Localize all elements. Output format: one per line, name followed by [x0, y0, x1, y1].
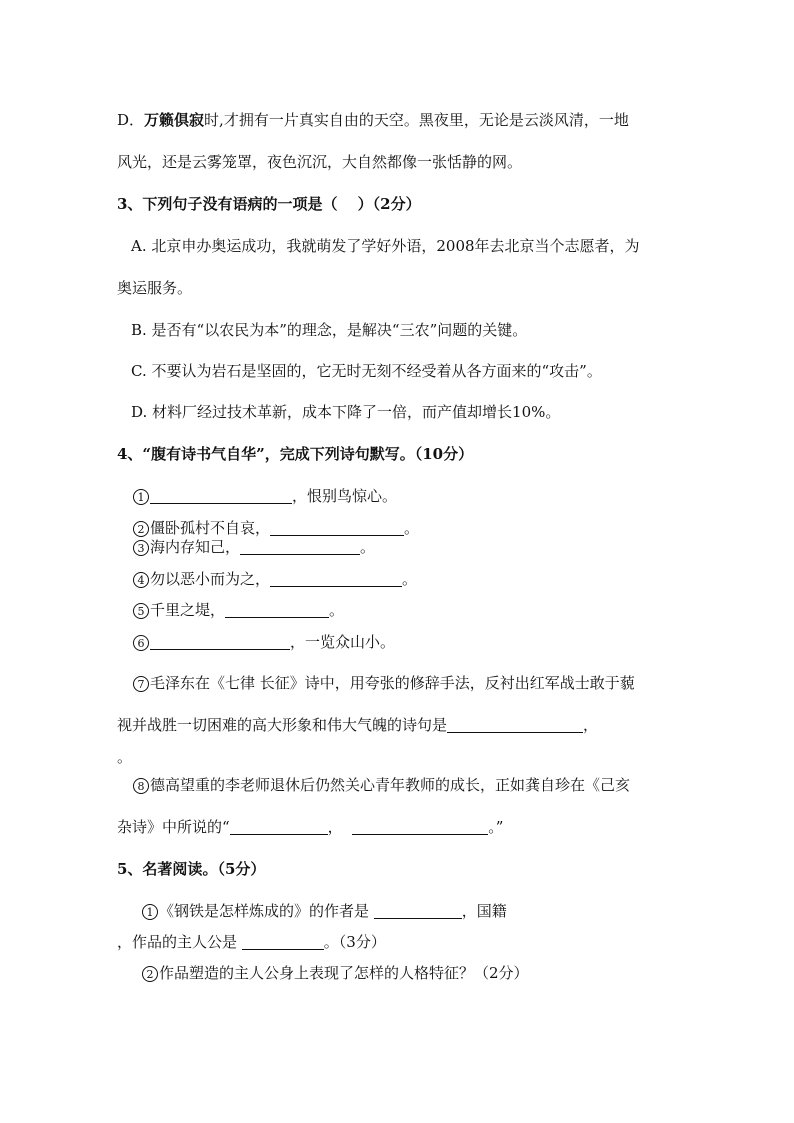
q4-item-1: 1 ，恨别鸟惊心。	[133, 486, 397, 506]
q4-item-8-line1: 8 德高望重的李老师退休后仍然关心青年教师的成长，正如龚自珍在《己亥	[133, 775, 630, 795]
q4-item-3: 3 海内存知己， 。	[133, 537, 375, 557]
q5-title: 5、名著阅读。（5分）	[117, 860, 266, 878]
blank-5[interactable]	[225, 601, 329, 618]
q4-item-2: 2 僵卧孤村不自哀， 。	[133, 518, 419, 538]
circle-number-3: 3	[133, 540, 149, 556]
circle-number-7: 7	[133, 676, 149, 692]
q4-item-4: 4 勿以恶小而为之， 。	[133, 569, 417, 589]
q4-title: 4、“腹有诗书气自华”，完成下列诗句默写。（10分）	[117, 445, 474, 463]
q4-item-5: 5 千里之堤， 。	[133, 600, 344, 620]
q3-option-b: B. 是否有“以农民为本”的理念，是解决“三农”问题的关键。	[131, 321, 528, 339]
option-d-bold: 万籁俱寂	[144, 111, 205, 129]
blank-4[interactable]	[270, 570, 402, 587]
circle-number-4: 4	[133, 572, 149, 588]
q3-option-d: D. 材料厂经过技术革新，成本下降了一倍，而产值却增长10%。	[131, 403, 561, 421]
blank-2[interactable]	[270, 519, 404, 536]
q3-option-c: C. 不要认为岩石是坚固的，它无时无刻不经受着从各方面来的“攻击”。	[131, 362, 602, 380]
circle-number-5: 5	[133, 603, 149, 619]
q5-item-1-line2: ，作品的主人公是 。（3分）	[117, 933, 386, 951]
q4-item-6: 6 ，一览众山小。	[133, 632, 395, 652]
blank-author[interactable]	[374, 902, 462, 919]
q4-item-7-line3: 。	[117, 748, 133, 766]
blank-3[interactable]	[240, 538, 360, 555]
option-d-line2: 风光，还是云雾笼罩，夜色沉沉，大自然都像一张恬静的网。	[117, 153, 523, 171]
q5-item-2: 2 作品塑造的主人公身上表现了怎样的人格特征？（2分）	[142, 963, 529, 983]
blank-6[interactable]	[150, 633, 290, 650]
blank-7[interactable]	[447, 716, 583, 733]
q4-item-8-line2: 杂诗》中所说的“ ， 。”	[117, 818, 504, 836]
circle-number-8: 8	[133, 778, 149, 794]
circle-number-2: 2	[142, 966, 158, 982]
q5-item-1-line1: 1 《钢铁是怎样炼成的》的作者是 ，国籍	[142, 901, 507, 921]
circle-number-1: 1	[142, 904, 158, 920]
circle-number-2: 2	[133, 521, 149, 537]
option-d-label: D．	[117, 111, 145, 129]
blank-1[interactable]	[150, 487, 292, 504]
q3-title: 3、下列句子没有语病的一项是（ ）（2分）	[117, 195, 421, 213]
blank-8b[interactable]	[352, 818, 488, 835]
option-d-rest: 时,才拥有一片真实自由的天空。黑夜里，无论是云淡风清，一地	[204, 111, 629, 129]
option-d-line1	[117, 110, 629, 130]
blank-8a[interactable]	[230, 818, 328, 835]
q4-item-7-line1: 7 毛泽东在《七律 长征》诗中，用夸张的修辞手法，反衬出红军战士敢于藐	[133, 673, 635, 693]
q3-option-a-line1: A. 北京申办奥运成功，我就萌发了学好外语，2008年去北京当个志愿者，为	[131, 237, 640, 255]
circle-number-6: 6	[133, 635, 149, 651]
q3-option-a-line2: 奥运服务。	[117, 279, 193, 297]
blank-protagonist[interactable]	[242, 933, 324, 950]
circle-number-1: 1	[133, 489, 149, 505]
q4-item-7-line2: 视并战胜一切困难的高大形象和伟大气魄的诗句是 ，	[117, 716, 599, 734]
